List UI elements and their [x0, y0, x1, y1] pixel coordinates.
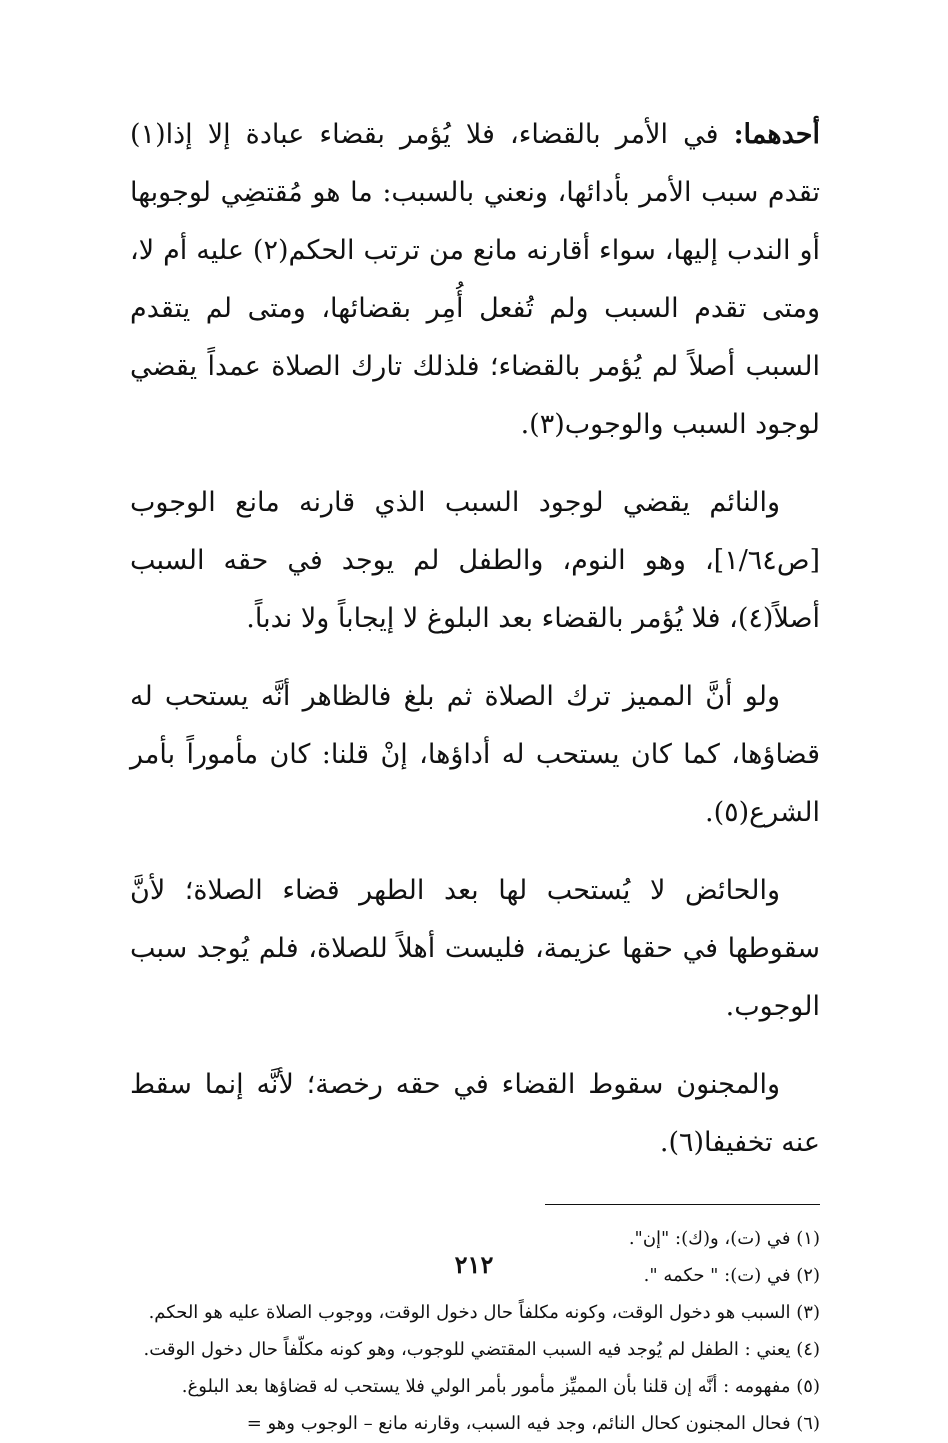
footnote-1: (١) في (ت)، و(ك): "إن". [628, 1228, 820, 1249]
paragraph-text: والحائض لا يُستحب لها بعد الطهر قضاء الصلاة؛ لأنَّ سقوطها في حقها عزيمة، فليست أهلاً للصلاة، فلم يُوجد سبب الوجوب. [130, 875, 820, 1022]
footnote-6: (٦) فحال المجنون كحال النائم، وجد فيه السبب، وقارنه مانع – الوجوب وهو = [246, 1413, 820, 1434]
page-number: ٢١٢ [454, 1250, 494, 1279]
paragraph-text: والنائم يقضي لوجود السبب الذي قارنه مانع الوجوب [ص١/٦٤]، وهو النوم، والطفل لم يوجد في حقه السبب أصلاً(٤)، فلا يُؤمر بالقضاء بعد البلوغ لا إيجاباً ولا ندباً. [130, 487, 820, 634]
footnote-5: (٥) مفهومه : أنَّه إن قلنا بأن المميِّز مأمور بأمر الولي فلا يستحب له قضاؤها بعد البلوغ. [181, 1376, 820, 1397]
paragraph-text: ولو أنَّ المميز ترك الصلاة ثم بلغ فالظاهر أنَّه يستحب له قضاؤها، كما كان يستحب له أداؤها، إنْ قلنا: كان مأموراً بأمر الشرع(٥). [130, 681, 820, 828]
footnote-2: (٢) في (ت): " حكمه ". [643, 1265, 820, 1286]
paragraph-lead: أحدهما: [733, 119, 820, 150]
footnote-divider [545, 1204, 820, 1205]
paragraph-3 [130, 668, 820, 842]
paragraph-4 [130, 862, 820, 1036]
paragraph-2 [130, 474, 820, 648]
main-text [130, 106, 820, 1172]
page-content [130, 106, 820, 1443]
paragraph-5 [130, 1056, 820, 1172]
footnote-4: (٤) يعني : الطفل لم يُوجد فيه السبب المقتضي للوجوب، وهو كونه مكلّفاً حال دخول الوقت. [143, 1339, 820, 1360]
paragraph-text: والمجنون سقوط القضاء في حقه رخصة؛ لأنَّه إنما سقط عنه تخفيفا(٦). [130, 1069, 820, 1158]
paragraph-text: في الأمر بالقضاء، فلا يُؤمر بقضاء عبادة إلا إذا(١) تقدم سبب الأمر بأدائها، ونعني بالسبب: ما هو مُقتضِي لوجوبها أو الندب إليها، سواء أقارنه مانع من ترتب الحكم(٢) عليه أم لا، ومتى تقدم السبب ولم تُفعل أُمِر بقضائها، ومتى لم يتقدم السبب أصلاً لم يُؤمر بالقضاء؛ فلذلك تارك الصلاة عمداً يقضي لوجود السبب والوجوب(٣). [130, 119, 820, 440]
footnote-3: (٣) السبب هو دخول الوقت، وكونه مكلفاً حال دخول الوقت، ووجوب الصلاة عليه هو الحكم. [148, 1302, 820, 1323]
paragraph-1 [130, 106, 820, 454]
